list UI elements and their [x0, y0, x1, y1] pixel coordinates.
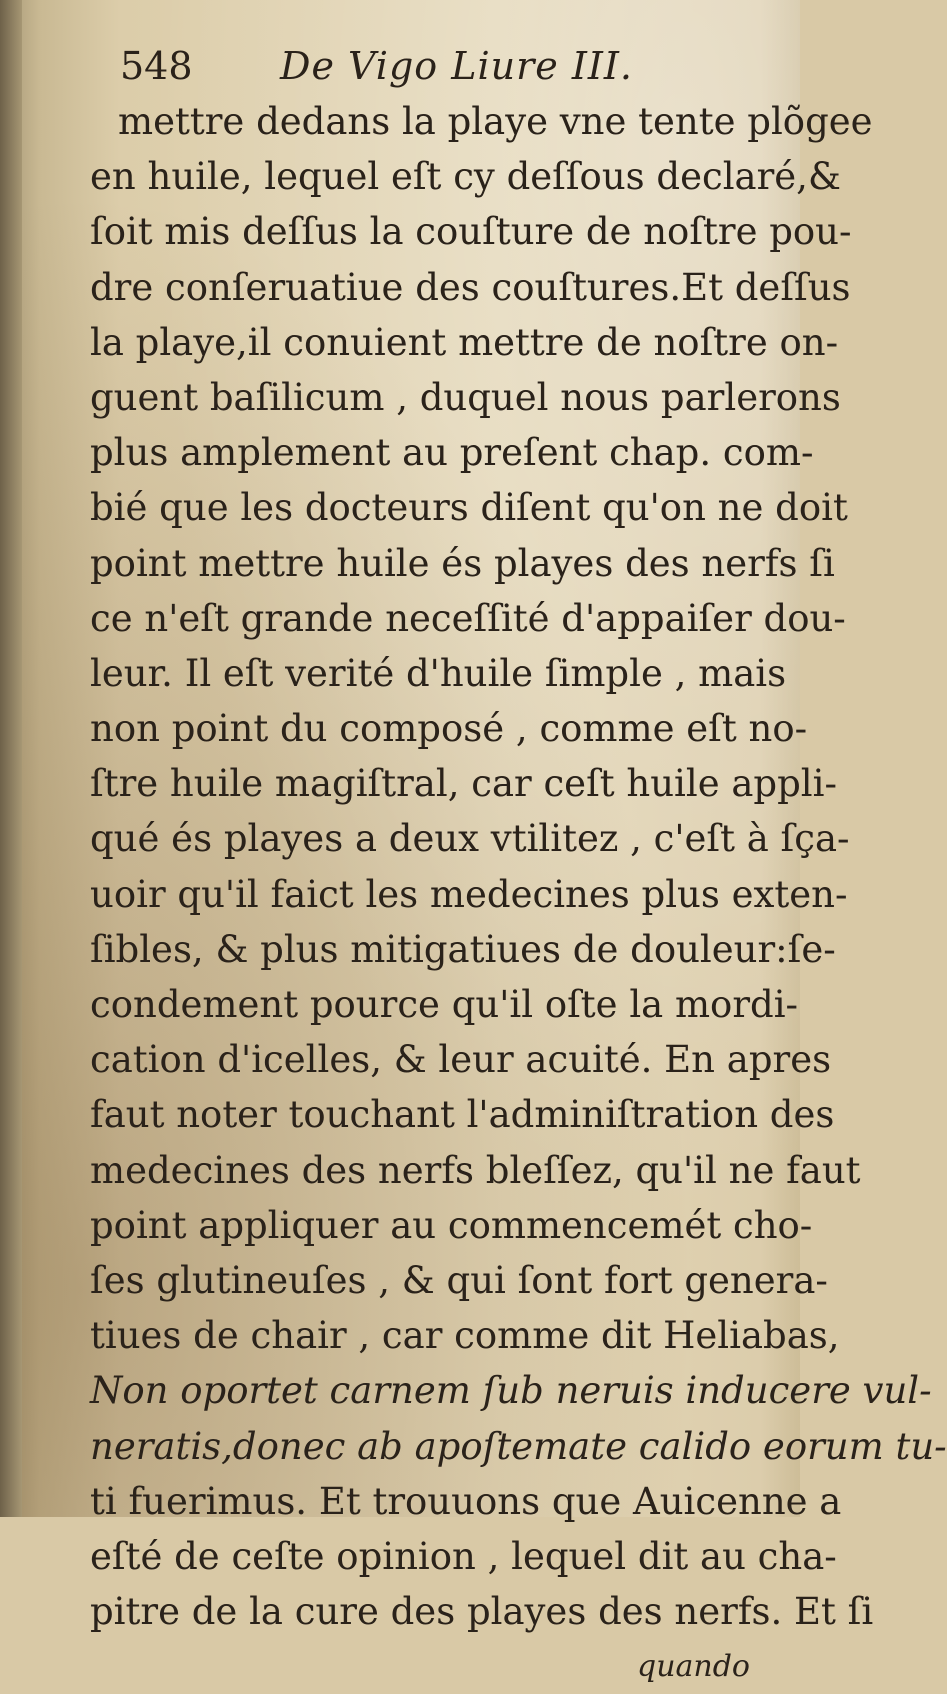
text-line: ti fuerimus. Et trouuons que Auicenne a: [90, 1479, 842, 1523]
main-text: [90, 94, 947, 1694]
text-line: ſtre huile magiſtral, car ceſt huile appli-: [90, 762, 837, 806]
text-line: ſibles, & plus mitigatiues de douleur:ſe-: [90, 927, 836, 971]
text-line: point mettre huile és playes des nerfs ſi: [90, 541, 835, 585]
text-line: faut noter touchant l'adminiſtration des: [90, 1093, 835, 1137]
binding-gutter: [0, 0, 22, 1517]
text-line: bié que les docteurs diſent qu'on ne doit: [90, 486, 848, 530]
text-line: uoir qu'il faict les medecines plus exten-: [90, 872, 848, 916]
text-line: tiues de chair , car comme dit Heliabas,: [90, 1314, 840, 1358]
text-line: plus amplement au preſent chap. com-: [90, 431, 814, 475]
running-head: De Vigo Liure III.: [280, 44, 633, 88]
text-line: medecines des nerfs bleſſez, qu'il ne faut: [90, 1148, 861, 1192]
latin-quote-line: Non oportet carnem ſub neruis inducere vul-: [90, 1369, 932, 1413]
page-number: 548: [120, 44, 193, 88]
text-line: guent baſilicum , duquel nous parlerons: [90, 375, 841, 419]
text-line: eſté de ceſte opinion , lequel dit au cha-: [90, 1534, 837, 1578]
text-line: non point du composé , comme eſt no-: [90, 707, 808, 751]
text-line: ce n'eſt grande neceſſité d'appaiſer dou-: [90, 596, 846, 640]
text-line: qué és playes a deux vtilitez , c'eſt à ſça-: [90, 817, 850, 861]
text-line: en huile, lequel eſt cy deſſous declaré,&: [90, 155, 841, 199]
text-line: dre conſeruatiue des couſtures.Et deſſus: [90, 265, 851, 309]
text-line: cation d'icelles, & leur acuité. En apres: [90, 1038, 832, 1082]
text-line: mettre dedans la playe vne tente plõgee: [118, 100, 873, 143]
text-line: point appliquer au commencemét cho-: [90, 1203, 813, 1247]
text-line: pitre de la cure des playes des nerfs. Et ſi: [90, 1590, 874, 1634]
text-line: ſoit mis deſſus la couſture de noſtre pou-: [90, 210, 852, 254]
text-line: condement pource qu'il oſte la mordi-: [90, 983, 799, 1026]
latin-quote-line: neratis,donec ab apoſtemate calido eorum tu-: [90, 1424, 947, 1468]
page-header: [120, 40, 760, 92]
text-line: leur. Il eſt verité d'huile ſimple , mais: [90, 651, 787, 695]
text-line: la playe,il conuient mettre de noſtre on-: [90, 320, 839, 364]
text-line: ſes glutineuſes , & qui ſont fort genera-: [90, 1258, 828, 1302]
catchword: quando: [637, 1649, 750, 1685]
